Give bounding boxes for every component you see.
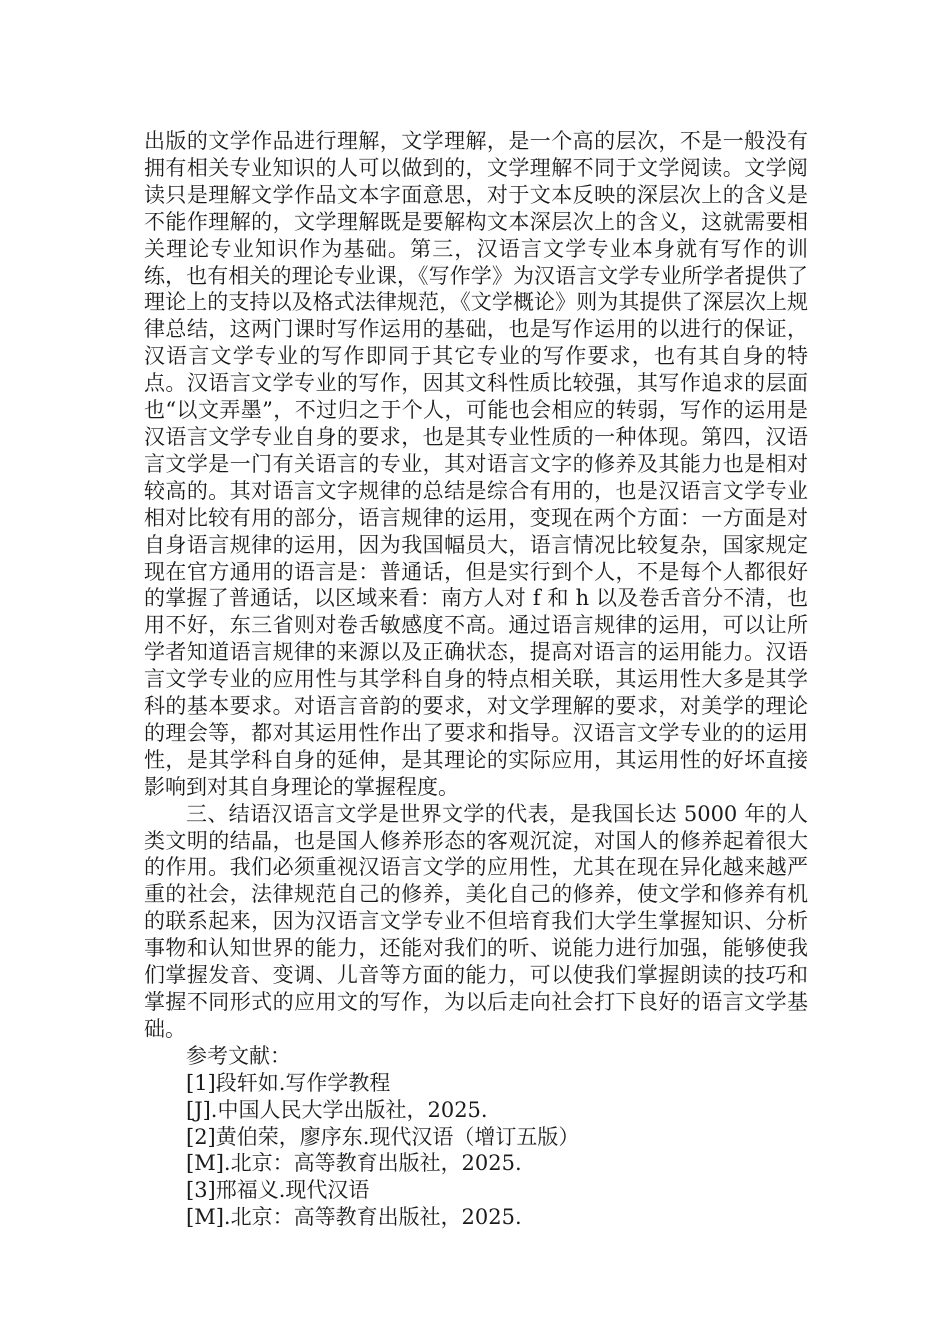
- reference-line: [M].北京：高等教育出版社，2025.: [186, 1205, 522, 1230]
- reference-line: [M].北京：高等教育出版社，2025.: [186, 1151, 522, 1176]
- conclusion-paragraph: 三、结语汉语言文学是世界文学的代表，是我国长达 5000 年的人类文明的结晶，也是国人修养形态的客观沉淀，对国人的修养起着很大的作用。我们必须重视汉语言文学的应用性，尤其在现在异化越来越严重的社会，法律规范自己的修养，美化自己的修养，使文学和修养有机的联系起来，因为汉语言文学专业不但培育我们大学生掌握知识、分析事物和认知世界的能力，还能对我们的听、说能力进行加强，能够使我们掌握发音、变调、儿音等方面的能力，可以使我们掌握朗读的技巧和掌握不同形式的应用文的写作，为以后走向社会打下良好的语言文学基础。: [144, 801, 808, 1041]
- reference-line: [3]邢福义.现代汉语: [186, 1178, 370, 1203]
- reference-line: [2]黄伯荣，廖序东.现代汉语（增订五版）: [186, 1124, 580, 1149]
- references-heading: 参考文献：: [186, 1043, 291, 1068]
- reference-line: [J].中国人民大学出版社，2025.: [186, 1097, 488, 1122]
- reference-line: [1]段轩如.写作学教程: [186, 1070, 391, 1095]
- body-paragraph-continued: 出版的文学作品进行理解，文学理解，是一个高的层次，不是一般没有拥有相关专业知识的人可以做到的，文学理解不同于文学阅读。文学阅读只是理解文学作品文本字面意思，对于文本反映的深层次上的含义是不能作理解的，文学理解既是要解构文本深层次上的含义，这就需要相关理论专业知识作为基础。第三，汉语言文学专业本身就有写作的训练，也有相关的理论专业课，《写作学》为汉语言文学专业所学者提供了理论上的支持以及格式法律规范，《文学概论》则为其提供了深层次上规律总结，这两门课时写作运用的基础，也是写作运用的以进行的保证，汉语言文学专业的写作即同于其它专业的写作要求，也有其自身的特点。汉语言文学专业的写作，因其文科性质比较强，其写作追求的层面也“以文弄墨”，不过归之于个人，可能也会相应的转弱，写作的运用是汉语言文学专业自身的要求，也是其专业性质的一种体现。第四，汉语言文学是一门有关语言的专业，其对语言文字的修养及其能力也是相对较高的。其对语言文字规律的总结是综合有用的，也是汉语言文学专业相对比较有用的部分，语言规律的运用，变现在两个方面：一方面是对自身语言规律的运用，因为我国幅员大，语言情况比较复杂，国家规定现在官方通用的语言是：普通话，但是实行到个人，不是每个人都很好的掌握了普通话，以区域来看：南方人对 f 和 h 以及卷舌音分不清，也用不好，东三省则对卷舌敏感度不高。通过语言规律的运用，可以让所学者知道语言规律的来源以及正确状态，提高对语言的运用能力。汉语言文学专业的应用性与其学科自身的特点相关联，其运用性大多是其学科的基本要求。对语言音韵的要求，对文学理解的要求，对美学的理论的理会等，都对其运用性作出了要求和指导。汉语言文学专业的的运用性，是其学科自身的延伸，是其理论的实际应用，其运用性的好坏直接影响到对其自身理论的掌握程度。: [144, 129, 808, 799]
- reference-list: [144, 1070, 808, 1231]
- document-page: [144, 128, 808, 1231]
